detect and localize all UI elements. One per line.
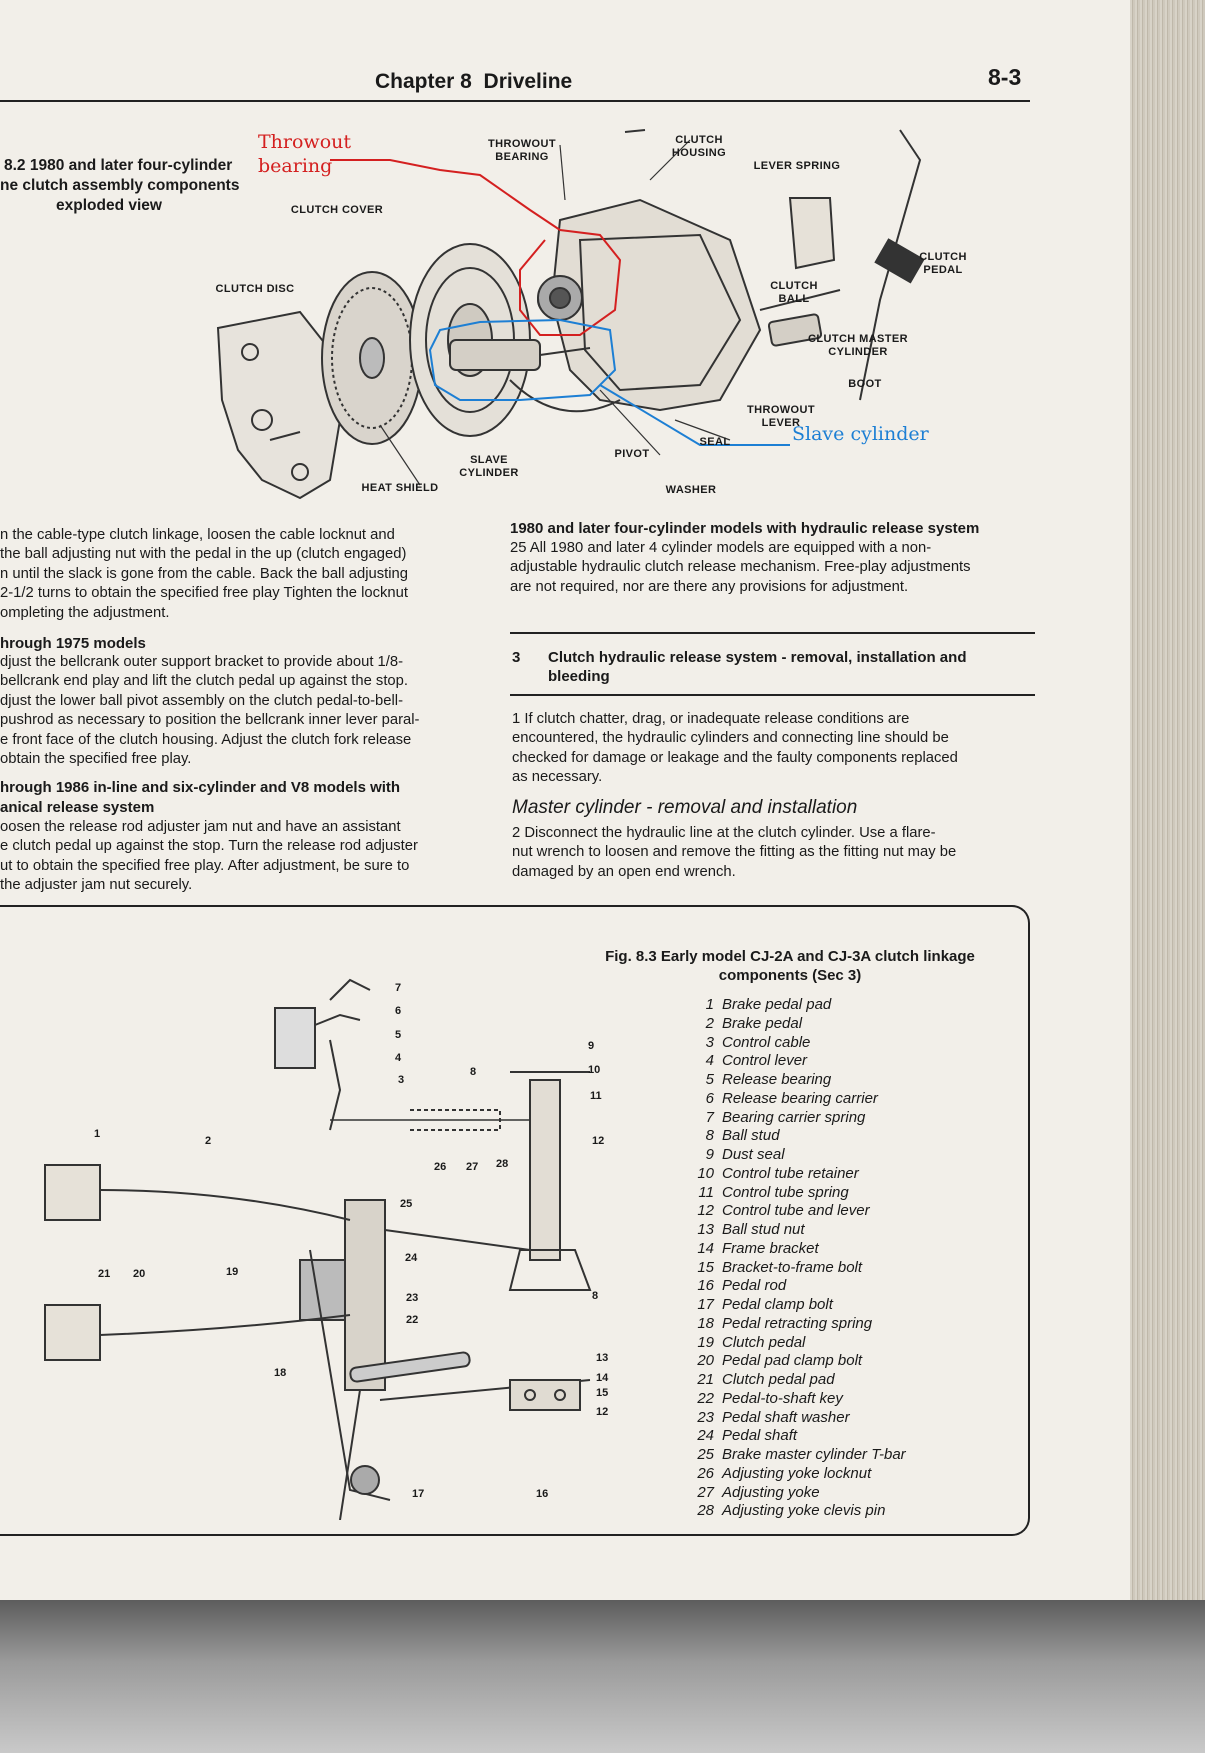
callout-8-bottom: 8 bbox=[592, 1290, 599, 1302]
left-heading-3b: anical release system bbox=[0, 799, 155, 816]
legend-item bbox=[680, 1127, 906, 1146]
legend-number: 27 bbox=[697, 1483, 714, 1501]
legend-item bbox=[680, 1296, 906, 1315]
legend-text: Bracket-to-frame bolt bbox=[722, 1258, 863, 1276]
callout-28: 28 bbox=[496, 1158, 509, 1170]
callout-2: 2 bbox=[205, 1135, 212, 1147]
legend-text: Control tube spring bbox=[722, 1183, 849, 1201]
legend-text: Frame bracket bbox=[722, 1239, 819, 1257]
label-boot: BOOT bbox=[848, 378, 882, 390]
fig-8-2-caption-3: exploded view bbox=[56, 197, 162, 214]
legend-text: Adjusting yoke clevis pin bbox=[722, 1502, 886, 1520]
legend-number: 3 bbox=[705, 1033, 714, 1051]
legend-item bbox=[680, 1315, 906, 1334]
callout-15: 15 bbox=[596, 1387, 609, 1399]
callout-26: 26 bbox=[434, 1161, 447, 1173]
fig-8-3-legend bbox=[680, 996, 906, 1521]
legend-item bbox=[680, 1090, 906, 1109]
callout-11: 11 bbox=[590, 1090, 602, 1102]
legend-number: 25 bbox=[697, 1446, 714, 1463]
legend-text: Pedal pad clamp bolt bbox=[722, 1352, 863, 1370]
callout-18: 18 bbox=[274, 1367, 287, 1379]
legend-text: Dust seal bbox=[722, 1146, 785, 1163]
legend-number: 17 bbox=[697, 1296, 714, 1313]
callout-12-bottom: 12 bbox=[596, 1406, 609, 1418]
callout-25: 25 bbox=[400, 1198, 413, 1210]
label-seal: SEAL bbox=[699, 436, 731, 448]
legend-text: Pedal-to-shaft key bbox=[722, 1389, 843, 1407]
legend-number: 19 bbox=[697, 1333, 714, 1351]
right-heading-1: 1980 and later four-cylinder models with hydraulic release system bbox=[510, 520, 980, 537]
callout-8-top: 8 bbox=[470, 1066, 477, 1078]
legend-item bbox=[680, 1165, 906, 1184]
legend-number: 15 bbox=[697, 1258, 714, 1276]
legend-text: Control cable bbox=[722, 1033, 811, 1051]
legend-item bbox=[680, 1446, 906, 1465]
legend-item bbox=[680, 1427, 906, 1446]
legend-text: Pedal clamp bolt bbox=[722, 1296, 833, 1313]
page-edge bbox=[1130, 0, 1205, 1625]
legend-text: Pedal shaft bbox=[722, 1427, 798, 1445]
annotation-throwout-bearing: Throwout bearing bbox=[258, 131, 352, 177]
left-paragraph-2: djust the bellcrank outer support bracket to provide about 1/8- bellcrank end play and lift the clutch pedal up against the stop. djust the lower ball pivot assembly on the clutch pedal-to-bell- pushrod as necessary to position the bellcrank inner lever paral- e front face of the clutch housing. Adjust the clutch fork release obtain the specified free play. bbox=[0, 654, 420, 768]
legend-item bbox=[680, 1184, 906, 1203]
legend-number: 5 bbox=[705, 1071, 714, 1088]
legend-number: 12 bbox=[697, 1202, 714, 1220]
section-number: 3 bbox=[512, 649, 521, 666]
legend-text: Pedal retracting spring bbox=[722, 1314, 873, 1332]
callout-23: 23 bbox=[406, 1292, 419, 1304]
callout-13: 13 bbox=[596, 1352, 609, 1364]
legend-item bbox=[680, 1502, 906, 1521]
legend-item bbox=[680, 1259, 906, 1278]
legend-text: Clutch pedal bbox=[722, 1333, 806, 1351]
legend-number: 21 bbox=[697, 1371, 714, 1388]
legend-item bbox=[680, 1146, 906, 1165]
chapter-header bbox=[375, 70, 572, 94]
legend-text: Control tube and lever bbox=[722, 1202, 870, 1220]
left-paragraph-3: oosen the release rod adjuster jam nut and have an assistant e clutch pedal up against the stop. Turn the release rod adjuster ut to obtain the specified free play. After adjustment, be sure to the adjuster jam nut securely. bbox=[0, 819, 418, 894]
scan-shadow bbox=[0, 1600, 1205, 1753]
legend-number: 18 bbox=[697, 1314, 714, 1332]
label-pivot: PIVOT bbox=[614, 448, 650, 460]
legend-text: Control lever bbox=[722, 1052, 808, 1070]
legend-number: 2 bbox=[705, 1014, 714, 1032]
callout-6: 6 bbox=[395, 1005, 402, 1017]
label-lever-spring: LEVER SPRING bbox=[753, 160, 841, 172]
legend-item bbox=[680, 1202, 906, 1221]
right-paragraph-1: 25 All 1980 and later 4 cylinder models are equipped with a non- adjustable hydraulic clutch release mechanism. Free-play adjustments are not required, nor are there any provisions for adjustment. bbox=[510, 540, 971, 595]
legend-item bbox=[680, 1034, 906, 1053]
legend-text: Pedal shaft washer bbox=[722, 1408, 850, 1426]
legend-item bbox=[680, 1277, 906, 1296]
label-clutch-ball: CLUTCH BALL bbox=[770, 280, 818, 305]
callout-3: 3 bbox=[398, 1074, 405, 1086]
callout-19: 19 bbox=[226, 1266, 239, 1278]
left-heading-3a: hrough 1986 in-line and six-cylinder and V8 models with bbox=[0, 779, 401, 796]
callout-12-top: 12 bbox=[592, 1135, 605, 1147]
legend-item bbox=[680, 1390, 906, 1409]
legend-text: Ball stud nut bbox=[722, 1221, 805, 1238]
left-paragraph-1: n the cable-type clutch linkage, loosen the cable locknut and the ball adjusting nut with the pedal in the up (clutch engaged) n until the slack is gone from the cable. Back the ball adjusting 2-1/2 turns to obtain the specified free play Tighten the locknut ompleting the adjustment. bbox=[0, 527, 408, 621]
legend-item bbox=[680, 1071, 906, 1090]
legend-item bbox=[680, 1334, 906, 1353]
callout-7: 7 bbox=[395, 982, 402, 994]
callout-21: 21 bbox=[98, 1268, 111, 1280]
legend-text: Pedal rod bbox=[722, 1277, 787, 1295]
callout-16: 16 bbox=[536, 1488, 549, 1500]
label-throwout-lever: THROWOUT LEVER bbox=[747, 404, 815, 429]
legend-item bbox=[680, 1409, 906, 1428]
left-heading-2: hrough 1975 models bbox=[0, 635, 146, 652]
chapter-title: Driveline bbox=[483, 70, 573, 93]
legend-text: Adjusting yoke bbox=[722, 1483, 820, 1501]
legend-item bbox=[680, 1484, 906, 1503]
legend-number: 7 bbox=[705, 1108, 714, 1126]
legend-item bbox=[680, 1240, 906, 1259]
label-clutch-pedal: CLUTCH PEDAL bbox=[919, 251, 967, 276]
legend-number: 14 bbox=[697, 1239, 714, 1257]
legend-number: 23 bbox=[697, 1408, 714, 1426]
legend-number: 10 bbox=[697, 1164, 714, 1182]
right-paragraph-3: 2 Disconnect the hydraulic line at the clutch cylinder. Use a flare- nut wrench to loosen and remove the fitting as the fitting nut may be damaged by an open end wrench. bbox=[512, 825, 957, 880]
legend-item bbox=[680, 996, 906, 1015]
legend-item bbox=[680, 1052, 906, 1071]
section-rule-top bbox=[510, 632, 1035, 634]
legend-number: 9 bbox=[705, 1146, 714, 1163]
legend-text: Brake master cylinder T-bar bbox=[722, 1446, 906, 1463]
label-clutch-housing: CLUTCH HOUSING bbox=[671, 134, 727, 159]
callout-24: 24 bbox=[405, 1252, 418, 1264]
callout-20: 20 bbox=[133, 1268, 146, 1280]
label-clutch-disc: CLUTCH DISC bbox=[215, 283, 295, 295]
legend-item bbox=[680, 1015, 906, 1034]
callout-17: 17 bbox=[412, 1488, 425, 1500]
legend-text: Release bearing bbox=[722, 1071, 832, 1088]
fig-8-3-linkage-drawing bbox=[30, 960, 650, 1520]
legend-number: 4 bbox=[705, 1052, 714, 1070]
legend-text: Brake pedal pad bbox=[722, 996, 832, 1013]
right-paragraph-2: 1 If clutch chatter, drag, or inadequate release conditions are encountered, the hydraulic cylinders and connecting line should be checked for damage or leakage and the faulty components replaced as necessary. bbox=[512, 711, 958, 786]
label-clutch-master-cylinder: CLUTCH MASTER CYLINDER bbox=[808, 333, 908, 358]
legend-item bbox=[680, 1109, 906, 1128]
section-title: Clutch hydraulic release system - removal, installation and bleeding bbox=[548, 649, 967, 685]
callout-9: 9 bbox=[588, 1040, 595, 1052]
legend-number: 20 bbox=[697, 1352, 714, 1370]
callout-1: 1 bbox=[94, 1128, 101, 1140]
fig-8-3-caption: Fig. 8.3 Early model CJ-2A and CJ-3A clutch linkage components (Sec 3) bbox=[605, 948, 975, 984]
legend-number: 24 bbox=[697, 1427, 714, 1445]
legend-number: 13 bbox=[697, 1221, 714, 1238]
legend-text: Control tube retainer bbox=[722, 1164, 859, 1182]
legend-text: Adjusting yoke locknut bbox=[722, 1464, 872, 1482]
legend-item bbox=[680, 1371, 906, 1390]
legend-number: 22 bbox=[697, 1389, 714, 1407]
callout-14: 14 bbox=[596, 1372, 609, 1384]
section-rule-bottom bbox=[510, 694, 1035, 696]
legend-number: 8 bbox=[705, 1127, 714, 1145]
legend-number: 1 bbox=[705, 996, 714, 1013]
legend-number: 16 bbox=[697, 1277, 714, 1295]
callout-10: 10 bbox=[588, 1064, 601, 1076]
legend-text: Release bearing carrier bbox=[722, 1089, 878, 1107]
callout-27: 27 bbox=[466, 1161, 479, 1173]
legend-text: Clutch pedal pad bbox=[722, 1371, 835, 1388]
label-slave-cylinder: SLAVE CYLINDER bbox=[459, 454, 519, 479]
legend-number: 28 bbox=[697, 1502, 714, 1520]
label-heat-shield: HEAT SHIELD bbox=[361, 482, 439, 494]
legend-number: 6 bbox=[705, 1089, 714, 1107]
label-washer: WASHER bbox=[665, 484, 717, 496]
fig-8-2-caption-1: 8.2 1980 and later four-cylinder bbox=[4, 157, 233, 174]
legend-text: Brake pedal bbox=[722, 1014, 803, 1032]
legend-item bbox=[680, 1221, 906, 1240]
callout-22: 22 bbox=[406, 1314, 419, 1326]
legend-number: 11 bbox=[698, 1183, 714, 1201]
annotation-slave-cylinder: Slave cylinder bbox=[792, 423, 929, 445]
legend-item bbox=[680, 1352, 906, 1371]
fig-8-2-caption-2: ne clutch assembly components bbox=[0, 177, 240, 194]
label-clutch-cover: CLUTCH COVER bbox=[290, 204, 384, 216]
page-number: 8-3 bbox=[988, 64, 1022, 90]
legend-text: Ball stud bbox=[722, 1127, 780, 1145]
label-throwout-bearing: THROWOUT BEARING bbox=[488, 138, 556, 163]
master-cylinder-subhead: Master cylinder - removal and installation bbox=[512, 797, 858, 818]
legend-number: 26 bbox=[697, 1464, 714, 1482]
legend-item bbox=[680, 1465, 906, 1484]
chapter-label: Chapter 8 bbox=[375, 70, 472, 93]
legend-text: Bearing carrier spring bbox=[722, 1108, 866, 1126]
callout-5: 5 bbox=[395, 1029, 402, 1041]
callout-4: 4 bbox=[395, 1052, 402, 1064]
